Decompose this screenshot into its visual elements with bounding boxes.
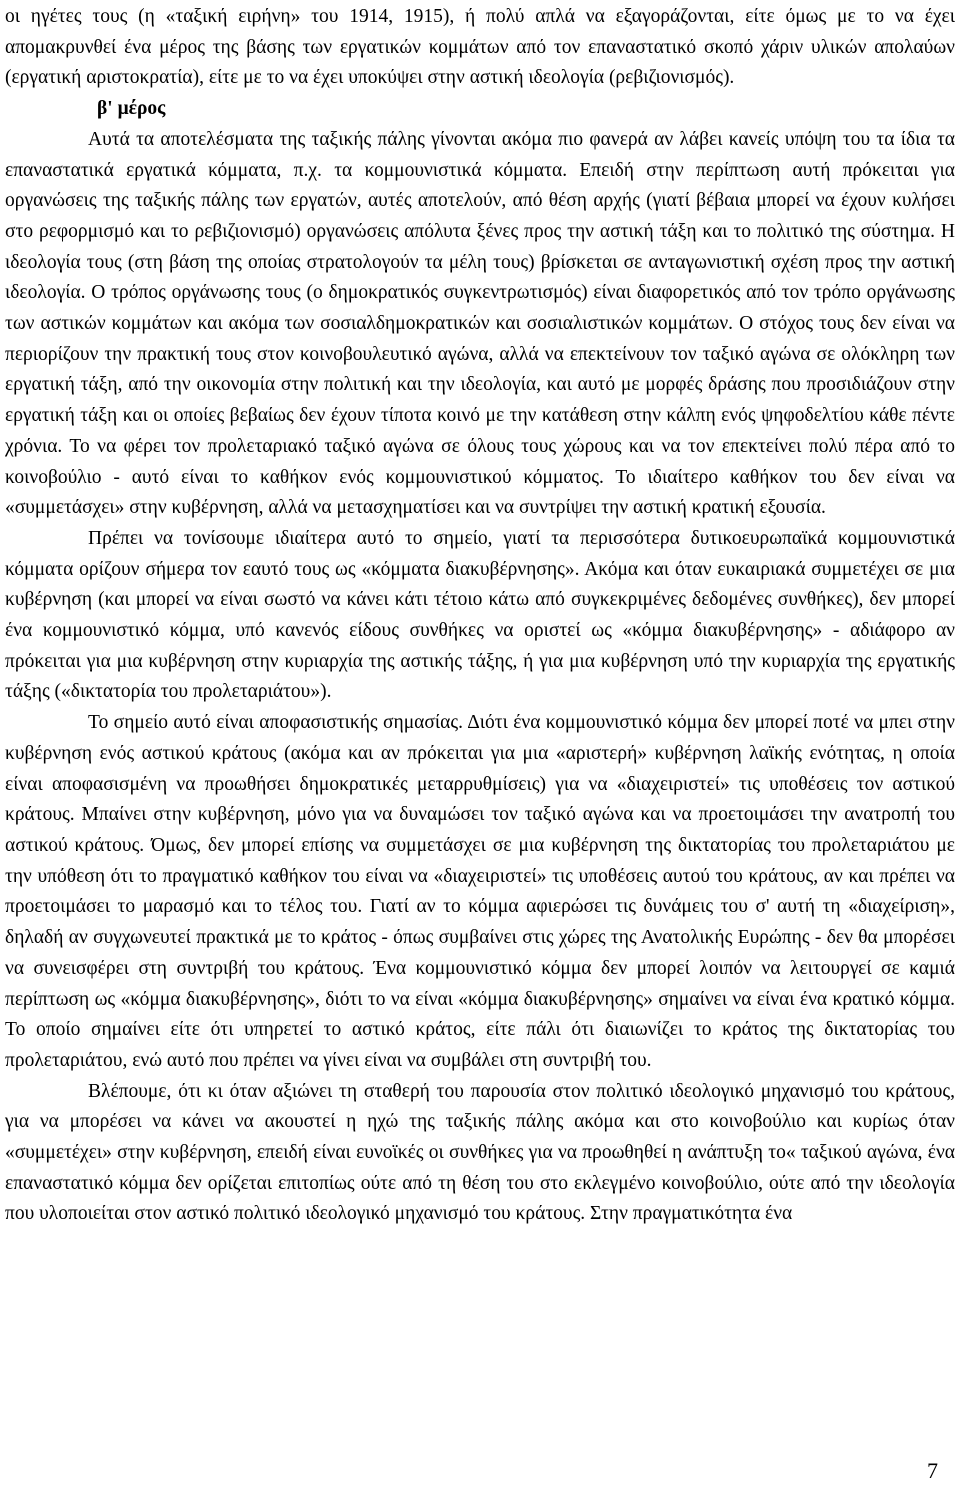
paragraph-5: Βλέπουμε, ότι κι όταν αξιώνει τη σταθερή του παρουσία στον πολιτικό ιδεολογικό μηχανισμό του κράτους, για να μπορέσει να κάνει να ακουστεί η ηχώ της ταξικής πάλης ακόμα και στο κοινοβούλιο και κυρίως όταν «συμμετέχει» στην κυβέρνηση, επειδή είναι ευνοϊκές οι συνθήκες για να προωθηθεί η ανάπτυξη το« ταξικού αγώνα, ένα επαναστατικό κόμμα δεν ορίζεται επιτοπίως ούτε από τη θέση του στο εκλεγμένο κοινοβούλιο, ούτε από την ιδεολογία που υλοποιείται στον αστικό πολιτικό ιδεολογικό μηχανισμό του κράτους. Στην πραγματικότητα ένα xyxy=(5,1080,955,1225)
page-number: 7 xyxy=(927,1458,938,1483)
paragraph-2: Αυτά τα αποτελέσματα της ταξικής πάλης γίνονται ακόμα πιο φανερά αν λάβει κανείς υπόψη του τα ίδια τα επαναστατικά εργατικά κόμματα, π.χ. τα κομμουνιστικά κόμματα. Επειδή στην περίπτωση αυτή πρόκειται για οργανώσεις της ταξικής πάλης των εργατών, αυτές αποτελούν, από θέση αρχής (γιατί βέβαια μπορεί να έχουν κυλήσει στο ρεφορμισμό και το ρεβιζιονισμό) οργανώσεις απόλυτα ξένες προς την αστική τάξη και το πολιτικό της σύστημα. Η ιδεολογία τους (στη βάση της οποίας στρατολογούν τα μέλη τους) βρίσκεται σε ανταγωνιστική σχέση προς την αστική ιδεολογία. Ο τρόπος οργάνωσης τους (ο δημοκρατικός συγκεντρωτισμός) είναι διαφορετικός από τον τρόπο οργάνωσης των αστικών κομμάτων και ακόμα των σοσιαλδημοκρατικών και σοσιαλιστικών κομμάτων. Ο στόχος τους δεν είναι να περιορίζουν την πρακτική τους στον κοινοβουλευτικό αγώνα, αλλά να επεκτείνουν τον ταξικό αγώνα σε ολόκληρη των εργατική τάξη, από την οικονομία στην πολιτική και την ιδεολογία, και αυτό με μορφές δράσης που προσιδιάζουν στην εργατική τάξη και οι οποίες βεβαίως δεν έχουν τίποτα κοινό με την κατάθεση στην κάλπη ενός ψηφοδελτίου κάθε πέντε χρόνια. Το να φέρει τον προλεταριακό ταξικό αγώνα σε όλους τους χώρους και να τον επεκτείνει πολύ πέρα από το κοινοβούλιο - αυτό είναι το καθήκον ενός κομμουνιστικού κόμματος. Το ιδιαίτερο καθήκον του δεν είναι να «συμμετάσχει» στην κυβέρνηση, αλλά να μετασχηματίσει και να συντρίψει την αστική κρατική εξουσία. xyxy=(5,128,955,519)
body-text xyxy=(5,2,955,1230)
section-heading: β' μέρος xyxy=(97,98,166,120)
paragraph-1: οι ηγέτες τους (η «ταξική ειρήνη» του 1914, 1915), ή πολύ απλά να εξαγοράζονται, είτε όμως με το να έχει απομακρυνθεί ένα μέρος της βάσης των εργατικών κομμάτων από τον επαναστατικό σκοπό χάριν υλικών απολαύων (εργατική αριστοκρατία), είτε με το να έχει υποκύψει στην αστική ιδεολογία (ρεβιζιονισμός). xyxy=(5,6,955,89)
paragraph-4: Το σημείο αυτό είναι αποφασιστικής σημασίας. Διότι ένα κομμουνιστικό κόμμα δεν μπορεί ποτέ να μπει στην κυβέρνηση ενός αστικού κράτους (ακόμα και αν πρόκειται για μια «αριστερή» κυβέρνηση λαϊκής ενότητας, η οποία είναι αποφασισμένη να προωθήσει δημοκρατικές μεταρρυθμίσεις) για να «διαχειριστεί» τις υποθέσεις τον αστικού κράτους. Μπαίνει στην κυβέρνηση, μόνο για να δυναμώσει τον ταξικό αγώνα και να προετοιμάσει την ανατροπή του αστικού κράτους. Όμως, δεν μπορεί επίσης να συμμετάσχει σε μια κυβέρνηση της δικτατορίας του προλεταριάτου με την υπόθεση ότι το πραγματικό καθήκον του είναι να «διαχειριστεί» τις υποθέσεις αυτού του κράτους, αν και πρέπει να προετοιμάσει το μαρασμό και το τέλος του. Γιατί αν το κόμμα αφιερώσει τις δυνάμεις του σ' αυτή τη «διαχείριση», δηλαδή αν συγχωνευτεί πρακτικά με το κράτος - όπως συμβαίνει στις χώρες της Ανατολικής Ευρώπης - δεν θα μπορέσει να συνεισφέρει στη συντριβή του κράτους. Ένα κομμουνιστικό κόμμα δεν μπορεί λοιπόν να λειτουργεί σε καμιά περίπτωση ως «κόμμα διακυβέρνησης», διότι το να είναι «κόμμα διακυβέρνησης» σημαίνει να είναι ένα κρατικό κόμμα. Το οποίο σημαίνει είτε ότι υπηρετεί το αστικό κράτος, είτε πάλι ότι διαιωνίζει το κράτος της δικτατορίας του προλεταριάτου, ενώ αυτό που πρέπει να γίνει είναι να συμβάλει στη συντριβή του. xyxy=(5,712,955,1071)
paragraph-3: Πρέπει να τονίσουμε ιδιαίτερα αυτό το σημείο, γιατί τα περισσότερα δυτικοευρωπαϊκά κομμουνιστικά κόμματα ορίζουν σήμερα τον εαυτό τους ως «κόμματα διακυβέρνησης». Ακόμα και όταν ευκαιριακά συμμετέχει σε μια κυβέρνηση (και μπορεί να είναι σωστό να κάνει κάτι τέτοιο κάτω από συγκεκριμένες δεδομένες συνθήκες), δεν μπορεί ένα κομμουνιστικό κόμμα, υπό κανενός είδους συνθήκες να οριστεί ως «κόμμα διακυβέρνησης» - αδιάφορο αν πρόκειται για μια κυβέρνηση στην κυριαρχία της αστικής τάξης, ή για μια κυβέρνηση υπό την κυριαρχία της εργατικής τάξης («δικτατορία του προλεταριάτου»). xyxy=(5,527,955,703)
